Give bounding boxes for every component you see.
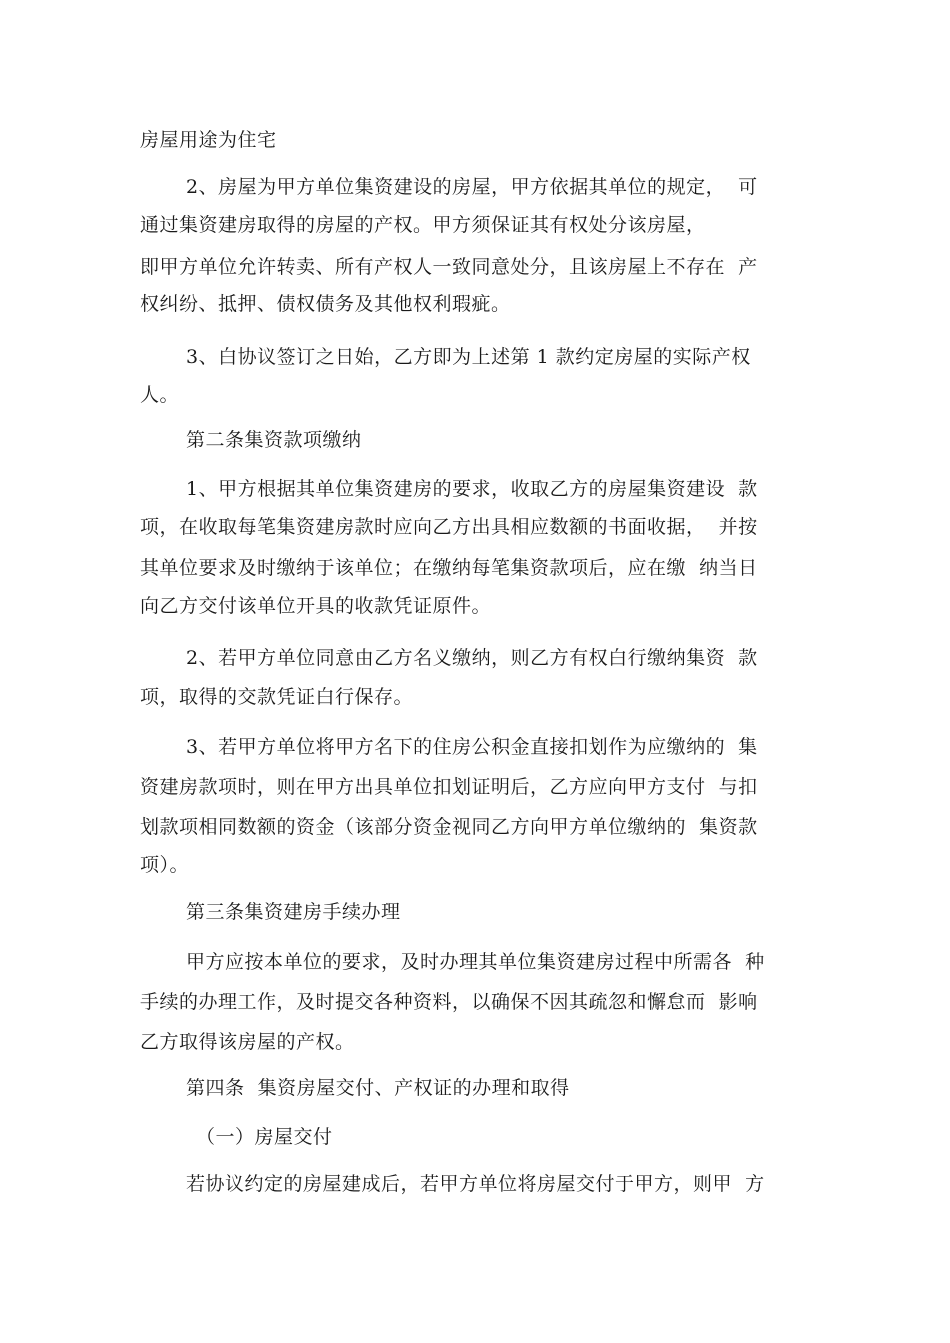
- text-line: 甲方应按本单位的要求，及时办理其单位集资建房过程中所需各 种: [186, 951, 765, 973]
- text-line: 划款项相同数额的资金（该部分资金视同乙方向甲方单位缴纳的 集资款: [140, 816, 758, 838]
- text-line: 3、若甲方单位将甲方名下的住房公积金直接扣划作为应缴纳的 集: [186, 736, 758, 758]
- text-line: 乙方取得该房屋的产权。: [140, 1031, 355, 1053]
- text-line: 权纠纷、抵押、债权债务及其他权利瑕疵。: [140, 293, 511, 315]
- text-line: 房屋用途为住宅: [140, 129, 277, 151]
- text-line: 手续的办理工作，及时提交各种资料，以确保不因其疏忽和懈怠而 影响: [140, 991, 758, 1013]
- text-line: 2、房屋为甲方单位集资建设的房屋，甲方依据其单位的规定， 可: [186, 176, 758, 198]
- text-line: 通过集资建房取得的房屋的产权。甲方须保证其有权处分该房屋，: [140, 214, 706, 236]
- text-line: 即甲方单位允许转卖、所有产权人一致同意处分，且该房屋上不存在 产: [140, 256, 758, 278]
- text-line: 项，取得的交款凭证白行保存。: [140, 686, 414, 708]
- text-line: 项）。: [140, 854, 190, 876]
- text-line: 2、若甲方单位同意由乙方名义缴纳，则乙方有权白行缴纳集资 款: [186, 647, 758, 669]
- section-heading: 第三条集资建房手续办理: [186, 901, 401, 923]
- subsection-heading: （一）房屋交付: [196, 1126, 333, 1148]
- text-line: 若协议约定的房屋建成后，若甲方单位将房屋交付于甲方，则甲 方: [186, 1173, 765, 1195]
- text-line: 资建房款项时，则在甲方出具单位扣划证明后，乙方应向甲方支付 与扣: [140, 776, 758, 798]
- text-line: 其单位要求及时缴纳于该单位；在缴纳每笔集资款项后，应在缴 纳当日: [140, 557, 758, 579]
- text-line: 1、甲方根据其单位集资建房的要求，收取乙方的房屋集资建设 款: [186, 478, 758, 500]
- text-line: 项，在收取每笔集资建房款时应向乙方出具相应数额的书面收据， 并按: [140, 516, 758, 538]
- section-heading: 第四条 集资房屋交付、产权证的办理和取得: [186, 1077, 570, 1099]
- text-line: 向乙方交付该单位开具的收款凭证原件。: [140, 595, 492, 617]
- section-heading: 第二条集资款项缴纳: [186, 429, 362, 451]
- text-line: 人。: [140, 384, 180, 406]
- text-line: 3、白协议签订之日始，乙方即为上述第 1 款约定房屋的实际产权: [186, 346, 751, 368]
